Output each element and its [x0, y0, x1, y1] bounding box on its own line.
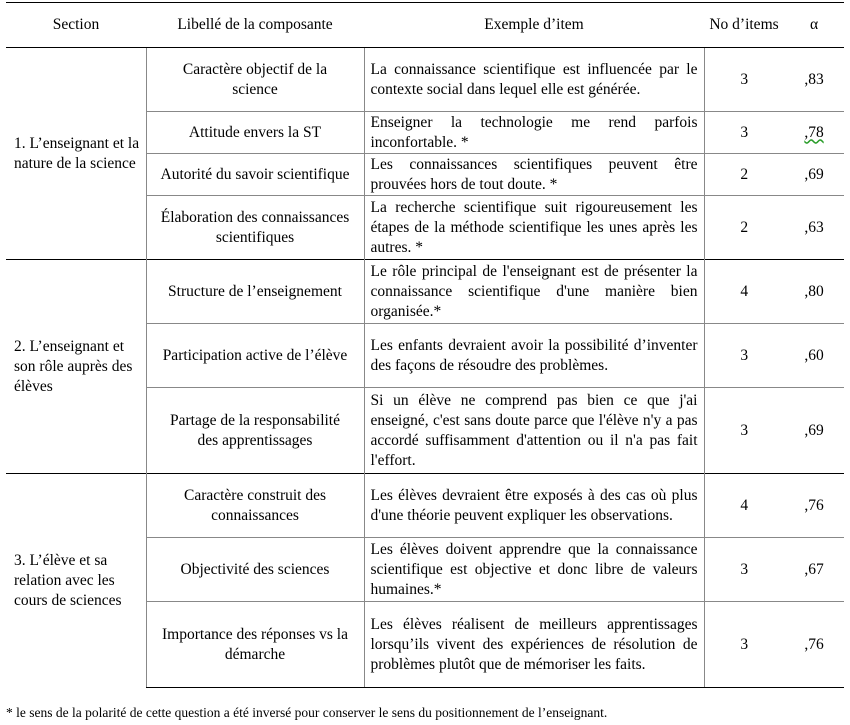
section-label: 2. L’enseignant et son rôle auprès des élèves [6, 260, 146, 474]
alpha-value: ,60 [784, 324, 844, 388]
component-label: Participation active de l’élève [146, 324, 364, 388]
header-example: Exemple d’item [364, 3, 704, 48]
header-alpha: α [784, 3, 844, 48]
section-label: 3. L’élève et sa relation avec les cours de sciences [6, 474, 146, 688]
section-label: 1. L’enseignant et la nature de la science [6, 48, 146, 260]
alpha-value: ,76 [784, 602, 844, 688]
header-items: No d’items [704, 3, 784, 48]
component-label: Caractère construit des connaissances [146, 474, 364, 538]
alpha-value: ,78 [804, 123, 824, 141]
alpha-value: ,80 [784, 260, 844, 324]
table-row [6, 48, 844, 112]
component-label: Importance des réponses vs la démarche [146, 602, 364, 688]
example-item: Les connaissances scientifiques peuvent être prouvées hors de tout doute. * [364, 154, 704, 196]
component-label: Structure de l’enseignement [146, 260, 364, 324]
example-item: La recherche scientifique suit rigoureusement les étapes de la méthode scientifique les unes après les autres. * [364, 196, 704, 260]
alpha-value: ,76 [784, 474, 844, 538]
example-item: Le rôle principal de l'enseignant est de présenter la connaissance scientifique d'une manière bien organisée.* [364, 260, 704, 324]
header-row [6, 3, 844, 48]
example-item: Les élèves doivent apprendre que la connaissance scientifique est objective et donc libre de valeurs humaines.* [364, 538, 704, 602]
example-item: Les enfants devraient avoir la possibilité d’inventer des façons de résoudre des problèmes. [364, 324, 704, 388]
example-item: Les élèves devraient être exposés à des cas où plus d'une théorie peuvent expliquer les observations. [364, 474, 704, 538]
item-count: 3 [704, 324, 784, 388]
survey-table-container [6, 2, 844, 688]
item-count: 4 [704, 260, 784, 324]
table-row [6, 260, 844, 324]
example-item: La connaissance scientifique est influencée par le contexte social dans lequel elle est générée. [364, 48, 704, 112]
alpha-value: ,69 [784, 154, 844, 196]
header-component: Libellé de la composante [146, 3, 364, 48]
item-count: 2 [704, 154, 784, 196]
table-footnote: * le sens de la polarité de cette question a été inversé pour conserver le sens du positionnement de l’enseignant. [6, 705, 608, 720]
item-count: 3 [704, 388, 784, 474]
component-label: Caractère objectif de la science [146, 48, 364, 112]
alpha-value: ,63 [784, 196, 844, 260]
item-count: 3 [704, 538, 784, 602]
component-label: Élaboration des connaissances scientifiques [146, 196, 364, 260]
example-item: Si un élève ne comprend pas bien ce que j'ai enseigné, c'est sans doute parce que l'élève n'y a pas accordé suffisamment d'attention ou il n'a pas fait l'effort. [364, 388, 704, 474]
table-row [6, 474, 844, 538]
example-item: Les élèves réalisent de meilleurs apprentissages lorsqu’ils vivent des expériences de résolution de problèmes plutôt que de mémoriser les faits. [364, 602, 704, 688]
alpha-value: ,67 [784, 538, 844, 602]
item-count: 2 [704, 196, 784, 260]
component-label: Attitude envers la ST [146, 112, 364, 154]
alpha-value: ,83 [784, 48, 844, 112]
example-item: Enseigner la technologie me rend parfois inconfortable. * [364, 112, 704, 154]
component-label: Objectivité des sciences [146, 538, 364, 602]
survey-components-table [6, 2, 844, 688]
header-section: Section [6, 3, 146, 48]
item-count: 3 [704, 112, 784, 154]
component-label: Partage de la responsabilité des apprentissages [146, 388, 364, 474]
alpha-value: ,69 [784, 388, 844, 474]
item-count: 3 [704, 602, 784, 688]
item-count: 4 [704, 474, 784, 538]
component-label: Autorité du savoir scientifique [146, 154, 364, 196]
item-count: 3 [704, 48, 784, 112]
